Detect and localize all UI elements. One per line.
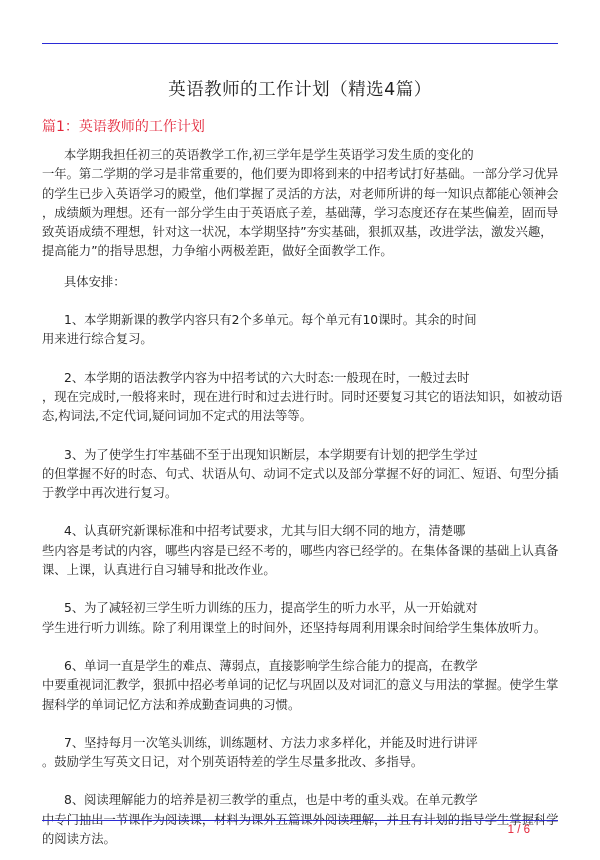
header-rule [42, 43, 558, 44]
text-line: ，成绩颇为理想。还有一部分学生由于英语底子差，基础薄，学习态度还存在某些偏差，固而导 [42, 205, 559, 220]
text-line: 用来进行综合复习。 [42, 332, 153, 347]
text-line: 的但掌握不好的时态、句式、状语从句、动词不定式以及部分掌握不好的词汇、短语、句型分插 [42, 466, 559, 481]
paragraph-arrangement-heading [42, 273, 562, 292]
page-number: 1 / 6 [507, 824, 530, 836]
text-line: 些内容是考试的内容，哪些内容是已经不考的，哪些内容已经学的。在集体备课的基础上认真备 [42, 543, 559, 558]
text-line: 中要重视词汇教学，狠抓中招必考单词的记忆与巩固以及对词汇的意义与用法的掌握。使学生掌 [42, 678, 559, 693]
paragraph-item-3 [42, 446, 562, 504]
text-line: 致英语成绩不理想，针对这一状况，本学期坚持”夯实基础，狠抓双基，改进学法，激发兴趣， [42, 225, 553, 240]
paragraph-item-5 [42, 599, 562, 638]
text-line: 3、为了使学生打牢基础不至于出现知识断层，本学期要有计划的把学生学过 [64, 447, 478, 462]
text-line: 1、本学期新课的教学内容只有2个多单元。每个单元有10课时。其余的时间 [64, 313, 477, 328]
text-line: 握科学的单词记忆方法和养成勤查词典的习惯。 [42, 697, 301, 712]
text-line: 学生进行听力训练。除了利用课堂上的时间外，还坚持每周利用课余时间给学生集体放听力。 [42, 620, 547, 635]
document-title: 英语教师的工作计划（精选4篇） [168, 80, 432, 100]
text-line: 本学期我担任初三的英语教学工作,初三学年是学生英语学习发生质的变化的 [64, 148, 474, 162]
text-line: 于教学中再次进行复习。 [42, 486, 178, 501]
text-line: 一年。第二学期的学习是非常重要的，他们要为即将到来的中招考试打好基础。一部分学习优异 [42, 167, 559, 182]
text-line: ，现在完成时,一般将来时，现在进行时和过去进行时。同时还要复习其它的语法知识，如被动语 [42, 389, 563, 404]
paragraph-item-7 [42, 734, 562, 773]
text-line: 课、上课，认真进行自习辅导和批改作业。 [42, 563, 276, 578]
section-heading: 篇1：英语教师的工作计划 [42, 119, 205, 135]
text-line: 7、坚持每月一次笔头训练，训练题材、方法力求多样化，并能及时进行讲评 [64, 735, 478, 750]
text-line: 中专门抽出一节课作为阅读课，材料为课外五篇课外阅读理解，并且有计划的指导学生掌握科学 [42, 812, 559, 827]
footer-rule [42, 820, 558, 821]
text-line: 4、认真研究新课标准和中招考试要求，尤其与旧大纲不同的地方，清楚哪 [64, 524, 466, 539]
text-line: 的学生已步入英语学习的殿堂，他们掌握了灵活的方法，对老师所讲的每一知识点都能心领神会 [42, 186, 559, 201]
text-line: 具体安排： [64, 274, 126, 289]
text-line: 提高能力”的指导思想，力争缩小两极差距，做好全面教学工作。 [42, 244, 393, 259]
paragraph-item-1 [42, 311, 562, 350]
text-line: 6、单词一直是学生的难点、薄弱点，直接影响学生综合能力的提高，在教学 [64, 658, 478, 673]
text-line: 8、阅读理解能力的培养是初三教学的重点，也是中考的重头戏。在单元教学 [64, 793, 478, 808]
text-line: 2、本学期的语法教学内容为中招考试的六大时态:一般现在时，一般过去时 [64, 370, 470, 385]
paragraph-item-6 [42, 657, 562, 715]
text-line: 5、为了减轻初三学生听力训练的压力，提高学生的听力水平，从一开始就对 [64, 601, 478, 616]
paragraph-item-4 [42, 522, 562, 580]
text-line: 。鼓励学生写英文日记，对个别英语特差的学生尽量多批改、多指导。 [42, 755, 424, 770]
text-line: 态,构词法,不定代词,疑问词加不定式的用法等等。 [42, 409, 312, 424]
paragraph-intro [42, 146, 562, 262]
paragraph-item-2 [42, 369, 562, 427]
text-line: 的阅读方法。 [42, 832, 116, 847]
document-body [42, 146, 562, 860]
